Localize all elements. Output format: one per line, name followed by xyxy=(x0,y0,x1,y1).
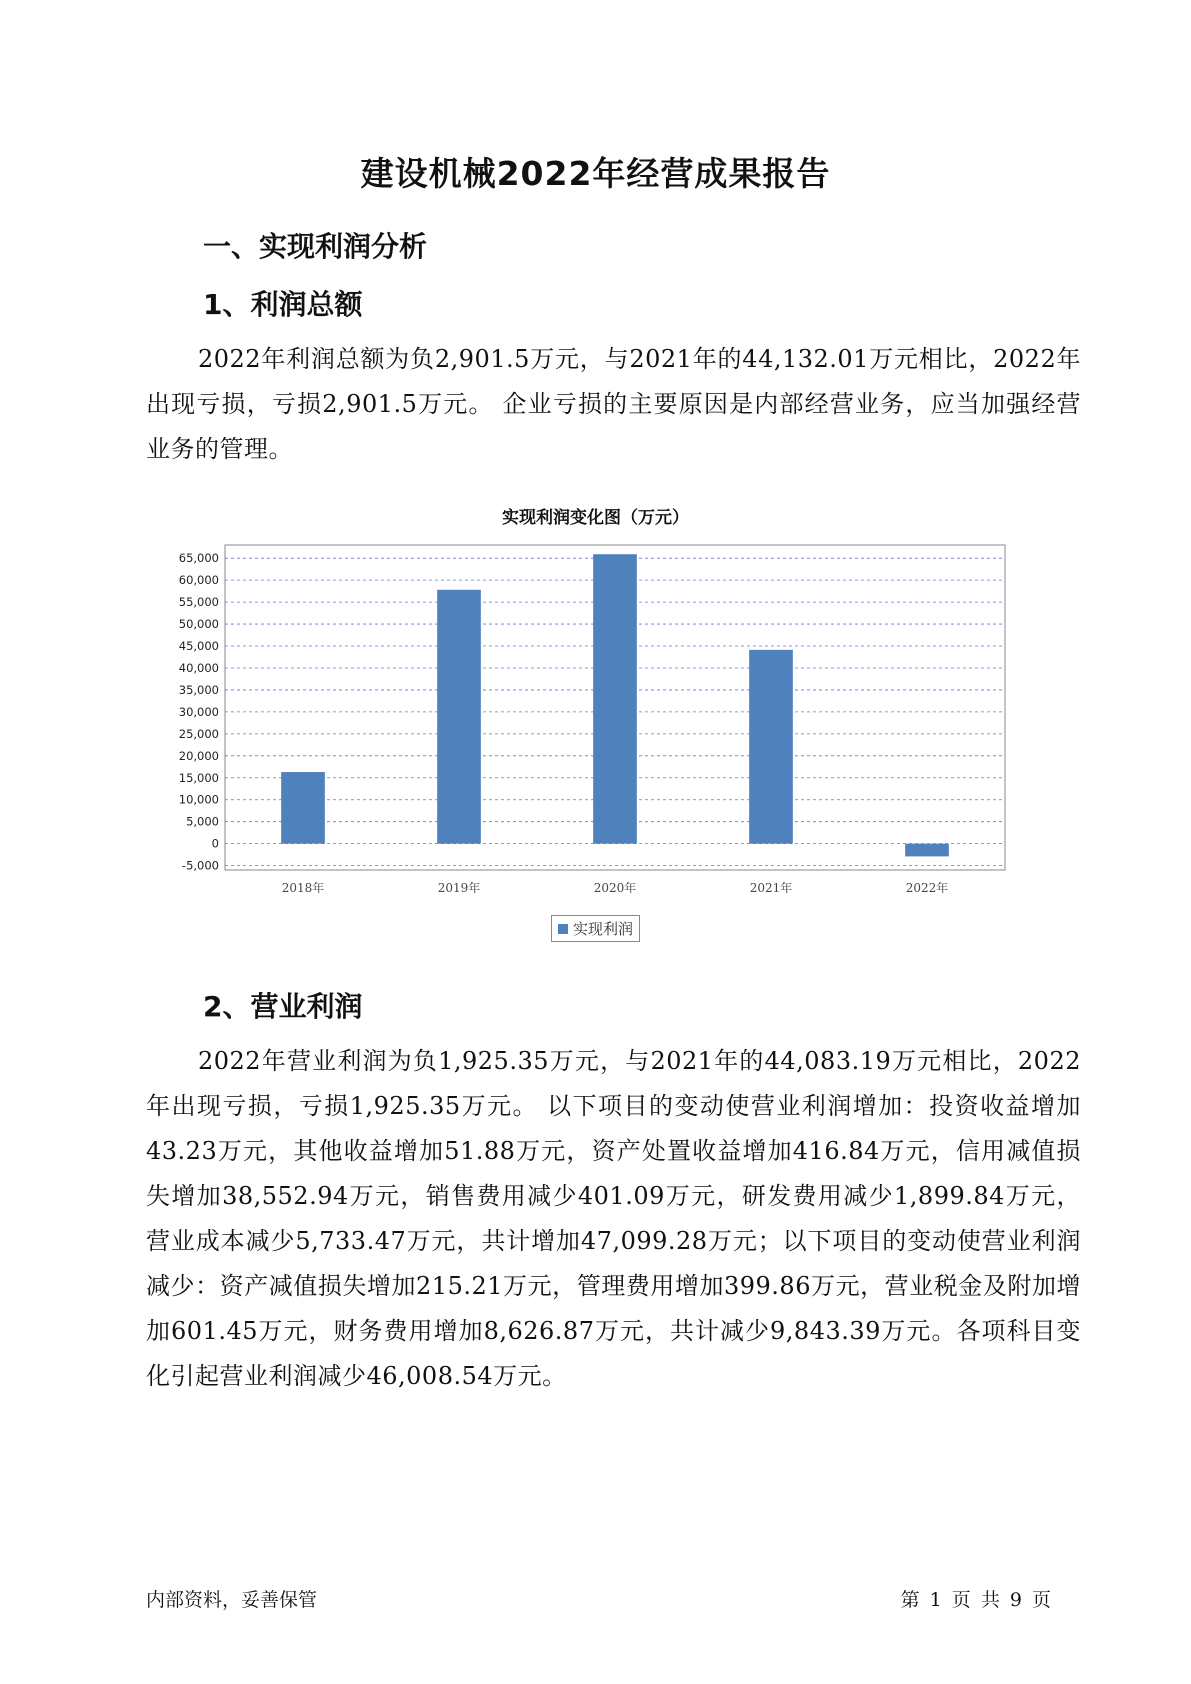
profit-bar-chart xyxy=(160,535,1030,910)
y-tick-label: -5,000 xyxy=(181,858,219,873)
paragraph-total-profit: 2022年利润总额为负2,901.5万元，与2021年的44,132.01万元相比，2022年出现亏损，亏损2,901.5万元。 企业亏损的主要原因是内部经营业务，应当加强经营业务的管理。 xyxy=(146,345,1081,463)
y-tick-label: 60,000 xyxy=(178,573,219,588)
legend-swatch xyxy=(558,924,568,934)
bar xyxy=(593,554,637,843)
x-tick-label: 2020年 xyxy=(593,881,637,895)
x-tick-label: 2021年 xyxy=(749,881,793,895)
subheading-total-profit: 1、利润总额 xyxy=(203,288,363,321)
bar xyxy=(749,650,793,844)
paragraph-operating-profit: 2022年营业利润为负1,925.35万元，与2021年的44,083.19万元相比，2022年出现亏损，亏损1,925.35万元。 以下项目的变动使营业利润增加：投资收益增加43.23万元，其他收益增加51.88万元，资产处置收益增加416.84万元，信用减值损失增加38,552.94万元，销售费用减少401.09万元，研发费用减少1,899.84万元，营业成本减少5,733.47万元，共计增加47,099.28万元；以下项目的变动使营业利润减少：资产减值损失增加215.21万元，管理费用增加399.86万元，营业税金及附加增加601.45万元，财务费用增加8,626.87万元，共计减少9,843.39万元。各项科目变化引起营业利润减少46,008.54万元。 xyxy=(146,1047,1081,1390)
x-tick-label: 2019年 xyxy=(437,881,481,895)
y-tick-label: 50,000 xyxy=(178,617,219,632)
y-tick-label: 10,000 xyxy=(178,792,219,807)
y-tick-label: 65,000 xyxy=(178,551,219,566)
y-tick-label: 40,000 xyxy=(178,660,219,675)
y-tick-label: 55,000 xyxy=(178,595,219,610)
subheading-operating-profit: 2、营业利润 xyxy=(203,990,363,1023)
y-tick-label: 0 xyxy=(211,836,219,851)
x-tick-label: 2018年 xyxy=(281,881,325,895)
bar xyxy=(905,844,949,857)
y-tick-label: 30,000 xyxy=(178,704,219,719)
legend-label: 实现利润 xyxy=(573,920,634,938)
bar xyxy=(281,772,325,844)
section-heading-profit-analysis: 一、实现利润分析 xyxy=(203,230,428,263)
x-tick-label: 2022年 xyxy=(905,881,949,895)
footer-page-number: 第 1 页 共 9 页 xyxy=(900,1589,1051,1611)
y-tick-label: 25,000 xyxy=(178,726,219,741)
page-title: 建设机械2022年经营成果报告 xyxy=(360,154,831,193)
bar xyxy=(437,590,481,844)
y-tick-label: 35,000 xyxy=(178,682,219,697)
chart-legend xyxy=(551,915,640,942)
y-tick-label: 5,000 xyxy=(186,814,219,829)
footer-confidential-note: 内部资料，妥善保管 xyxy=(146,1589,318,1611)
y-tick-label: 15,000 xyxy=(178,770,219,785)
y-tick-label: 45,000 xyxy=(178,639,219,654)
y-tick-label: 20,000 xyxy=(178,748,219,763)
chart-title: 实现利润变化图（万元） xyxy=(502,508,689,528)
